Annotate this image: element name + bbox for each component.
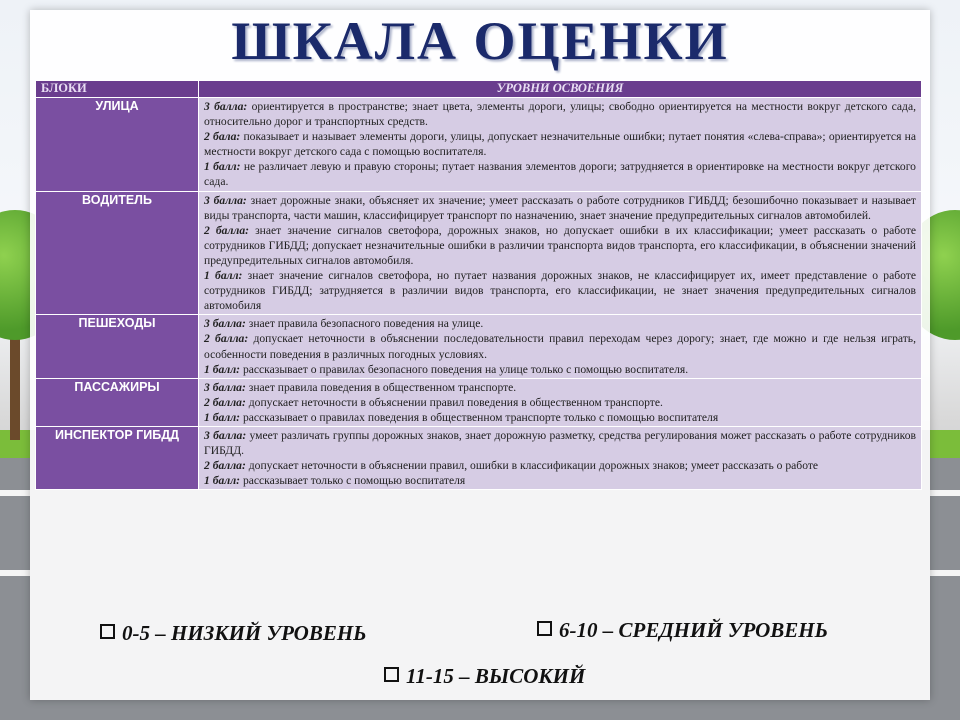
scale-low [100, 621, 367, 646]
block-name: ПАССАЖИРЫ [36, 378, 199, 426]
checkbox-icon [100, 624, 115, 639]
level-line [204, 268, 916, 313]
level-description [199, 98, 922, 192]
score-text: знает правила безопасного поведения на улице. [245, 317, 484, 331]
score-label: 3 балла: [204, 100, 248, 113]
score-text: умеет различать группы дорожных знаков, знает дорожную разметку, средства регулирования может рассказать о работе сотрудников ГИБДД. [204, 428, 916, 458]
score-label: 1 балл: [204, 269, 243, 283]
score-text: знает правила поведения в общественном транспорте. [245, 380, 517, 394]
table-row [36, 98, 922, 192]
table-row [36, 315, 922, 378]
header-blocks: БЛОКИ [36, 81, 199, 98]
score-text: рассказывает о правилах безопасного поведения на улице только с помощью воспитателя. [240, 362, 689, 376]
level-description [199, 426, 922, 489]
level-line [204, 193, 916, 223]
level-line [204, 99, 916, 129]
block-name: УЛИЦА [36, 98, 199, 192]
checkbox-icon [384, 667, 399, 682]
level-description [199, 191, 922, 315]
block-name: ИНСПЕКТОР ГИБДД [36, 426, 199, 489]
level-line [204, 316, 916, 331]
score-label: 1 балл: [204, 362, 241, 376]
scale-high [384, 664, 585, 689]
checkbox-icon [537, 621, 552, 636]
table-row [36, 378, 922, 426]
score-label: 1 балл: [204, 410, 241, 424]
score-label: 2 бала: [204, 130, 241, 144]
page-title: ШКАЛА ОЦЕНКИ [231, 11, 729, 71]
level-description [199, 315, 922, 378]
level-description [199, 378, 922, 426]
score-label: 2 балла: [204, 223, 250, 237]
scale-low-text: 0-5 – НИЗКИЙ УРОВЕНЬ [122, 621, 367, 645]
level-line [204, 331, 916, 361]
level-line [204, 410, 916, 425]
scale-mid [537, 618, 828, 643]
level-line [204, 380, 916, 395]
score-text: рассказывает только с помощью воспитателя [240, 474, 466, 488]
score-label: 1 балл: [204, 474, 241, 488]
level-line [204, 223, 916, 268]
score-text: ориентируется в пространстве; знает цвета, элементы дороги, улицы; свободно ориентируется на местности вокруг детского сада, относительно дорог и транспортных средств. [204, 100, 916, 129]
level-line [204, 458, 916, 473]
scale-high-text: 11-15 – ВЫСОКИЙ [406, 664, 586, 688]
block-name: ПЕШЕХОДЫ [36, 315, 199, 378]
block-name: ВОДИТЕЛЬ [36, 191, 199, 315]
assessment-table [35, 80, 922, 490]
level-line [204, 395, 916, 410]
grass-right [930, 430, 960, 458]
score-text: рассказывает о правилах поведения в общественном транспорте только с помощью воспитателя [240, 410, 719, 424]
level-line [204, 159, 916, 189]
score-label: 2 балла: [204, 395, 246, 409]
score-label: 2 балла: [204, 459, 246, 473]
level-line [204, 473, 916, 488]
table-row [36, 426, 922, 489]
score-label: 3 балла: [204, 317, 246, 331]
level-line [204, 362, 916, 377]
score-text: знает значение сигналов светофора, но путает названия дорожных знаков, не классифицирует их, имеет представление о работе сотрудников ГИБДД; затрудняется в различии видов транспорта, его классификации, не знает значения предупредительных сигналов автомобиля [204, 269, 916, 313]
table-header-row [36, 81, 922, 98]
score-text: не различает левую и правую стороны; путает названия элементов дороги; затрудняется в ориентировке на местности вокруг детского сада. [204, 160, 916, 189]
score-label: 1 балл: [204, 160, 241, 174]
score-text: допускает неточности в объяснении последовательности правил переходам через дорогу; знает, где можно и где нельзя играть, особенности поведения в различных погодных условиях. [204, 332, 916, 361]
score-label: 3 балла: [204, 193, 247, 207]
table-row [36, 191, 922, 315]
level-line [204, 428, 916, 458]
score-label: 3 балла: [204, 380, 246, 394]
score-label: 2 балла: [204, 332, 249, 346]
scale-mid-text: 6-10 – СРЕДНИЙ УРОВЕНЬ [559, 618, 828, 642]
level-line [204, 129, 916, 159]
score-text: знает значение сигналов светофора, дорожных знаков, но допускает ошибки в их классификации; умеет рассказать о работе сотрудников ГИБДД; допускает незначительные ошибки в различии транспорта видов транспорта, его классификации, в объяснении значений предупредительных сигналов автомобиля. [204, 223, 916, 267]
score-text: показывает и называет элементы дороги, улицы, допускает незначительные ошибки; путает понятия «слева-справа»; ориентируется на местности вокруг детского сада с помощью воспитателя. [204, 130, 916, 159]
score-text: знает дорожные знаки, объясняет их значение; умеет рассказать о работе сотрудников ГИБДД; безошибочно показывает и называет виды транспорта, части машин, классифицирует транспорт по назначению, знает значение предупредительных сигналов автомобилей. [204, 193, 916, 222]
score-label: 3 балла: [204, 428, 247, 442]
score-text: допускает неточности в объяснении правил поведения в общественном транспорте. [245, 395, 663, 409]
header-levels: УРОВНИ ОСВОЕНИЯ [199, 81, 922, 98]
score-text: допускает неточности в объяснении правил, ошибки в классификации дорожных знаков; умеет рассказать о работе [245, 459, 819, 473]
